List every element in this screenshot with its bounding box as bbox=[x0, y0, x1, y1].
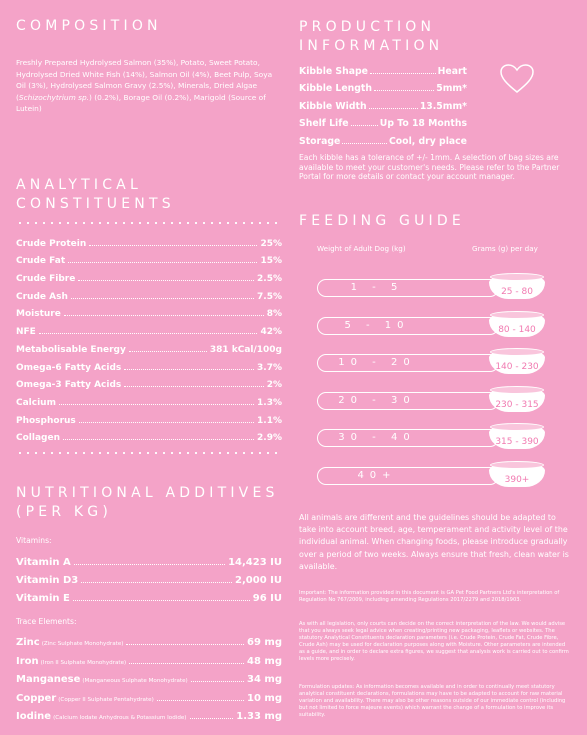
vitamin-row-leader bbox=[73, 600, 250, 601]
trace-row-label: Manganese bbox=[16, 674, 81, 686]
vitamin-row bbox=[16, 550, 282, 568]
production-row-leader bbox=[369, 108, 418, 109]
analytical-row bbox=[16, 373, 282, 391]
analytical-bottom-divider bbox=[16, 452, 282, 454]
analytical-row-leader bbox=[68, 262, 257, 263]
production-row bbox=[299, 59, 467, 77]
trace-row-label: Iodine bbox=[16, 710, 52, 722]
feeding-title: FEEDING GUIDE bbox=[299, 213, 465, 229]
analytical-row-leader bbox=[63, 439, 254, 440]
production-title: PRODUCTION INFORMATION bbox=[299, 19, 444, 54]
analytical-row-label: NFE bbox=[16, 327, 36, 338]
analytical-row-label: Omega-6 Fatty Acids bbox=[16, 362, 122, 373]
production-row-label: Storage bbox=[299, 135, 341, 147]
trace-row-compound: (Calcium Iodate Anhydrous & Potassium Iodide) bbox=[53, 714, 187, 721]
production-row-label: Kibble Shape bbox=[299, 65, 368, 77]
analytical-row bbox=[16, 249, 282, 267]
feeding-row bbox=[317, 386, 549, 420]
analytical-title: ANALYTICAL CONSTITUENTS bbox=[16, 177, 175, 212]
production-row-leader bbox=[351, 125, 378, 126]
analytical-row-leader bbox=[39, 333, 258, 334]
analytical-row-leader bbox=[129, 351, 207, 352]
analytical-row-value: 2% bbox=[266, 380, 282, 391]
analytical-row-value: 42% bbox=[260, 327, 282, 338]
vitamins-list bbox=[16, 550, 282, 604]
analytical-row-leader bbox=[124, 369, 254, 370]
bowl-rim bbox=[490, 423, 544, 431]
composition-text bbox=[16, 57, 284, 115]
bowl-rim bbox=[490, 386, 544, 394]
analytical-row bbox=[16, 302, 282, 320]
analytical-row bbox=[16, 319, 282, 337]
analytical-row-label: Omega-3 Fatty Acids bbox=[16, 380, 122, 391]
analytical-row bbox=[16, 426, 282, 444]
feeding-grams-heading: Grams (g) per day bbox=[472, 244, 538, 253]
feeding-row bbox=[317, 348, 549, 382]
composition-text-part1: Freshly Prepared Hydrolysed Salmon (35%), Potato, Sweet Potato, Hydrolysed Dried White Fish (14%), Salmon Oil (4%), Beet Pulp, Soya Oil (3%), Hydrolysed Salmon Gravy (2.5%), Minerals, Dried Algae ( bbox=[16, 58, 273, 102]
production-row bbox=[299, 94, 467, 112]
analytical-list bbox=[16, 231, 282, 443]
analytical-row-label: Crude Protein bbox=[16, 238, 87, 249]
important-note: Important: The information provided in this document is GA Pet Food Partners Ltd's interpretation of Regulation No 767/2009, including amending Regulations 2017/2279 and 2018/1903. bbox=[299, 590, 560, 603]
trace-row-label: Copper bbox=[16, 692, 57, 704]
trace-row-leader bbox=[126, 644, 244, 645]
analytical-row-leader bbox=[89, 245, 257, 246]
trace-row-compound: (Iron II Sulphate Monohydrate) bbox=[40, 659, 127, 666]
vitamin-row-leader bbox=[81, 582, 232, 583]
vitamins-heading: Vitamins: bbox=[16, 536, 52, 545]
feeding-row bbox=[317, 273, 549, 307]
production-row-value: 13.5mm* bbox=[419, 100, 467, 112]
production-row-value: Heart bbox=[437, 65, 467, 77]
weight-pill-label: 30 - 40 bbox=[338, 432, 416, 443]
bowl-grams-label: 80 - 140 bbox=[498, 324, 536, 335]
analytical-row bbox=[16, 390, 282, 408]
production-row-value: 5mm* bbox=[436, 83, 467, 95]
vitamin-row-label: Vitamin A bbox=[16, 557, 71, 568]
analytical-row-label: Phosphorus bbox=[16, 415, 76, 426]
production-row-leader bbox=[370, 73, 436, 74]
trace-row-label: Iron bbox=[16, 655, 39, 667]
analytical-row bbox=[16, 266, 282, 284]
bowl-grams-label: 25 - 80 bbox=[501, 287, 533, 297]
production-row-value: Up To 18 Months bbox=[379, 118, 467, 130]
analytical-row bbox=[16, 231, 282, 249]
trace-row-value: 34 mg bbox=[247, 674, 282, 686]
trace-row-leader bbox=[191, 681, 244, 682]
trace-row-leader bbox=[190, 718, 234, 719]
trace-row bbox=[16, 685, 282, 703]
trace-row bbox=[16, 648, 282, 666]
trace-row-compound: (Zinc Sulphate Monohydrate) bbox=[41, 641, 124, 648]
formulation-note: Formulation updates: As information becomes available and in order to continually meet statutory analytical constituent declarations, formulations may have to be adapted to account for raw material variation and availability. There may also be other reasons outside of our immediate control (including but not limited to force majeure events) which warrant the change of a formulation to improve its suitability. bbox=[299, 684, 566, 718]
analytical-row-label: Calcium bbox=[16, 397, 56, 408]
vitamin-row bbox=[16, 586, 282, 604]
analytical-row-value: 3.7% bbox=[257, 362, 282, 373]
analytical-row-leader bbox=[64, 315, 264, 316]
vitamin-row-label: Vitamin E bbox=[16, 593, 70, 604]
analytical-row-value: 7.5% bbox=[257, 291, 282, 302]
trace-row-value: 69 mg bbox=[247, 637, 282, 649]
trace-row-leader bbox=[129, 663, 244, 664]
production-row bbox=[299, 77, 467, 95]
production-row bbox=[299, 112, 467, 130]
trace-row bbox=[16, 667, 282, 685]
feeding-note: All animals are different and the guidelines should be adapted to take into account breed, age, temperament and activity level of the individual animal. When changing foods, please introduce gradually over a period of two weeks. Always ensure that fresh, clean water is available. bbox=[299, 513, 569, 571]
production-row-label: Shelf Life bbox=[299, 118, 349, 130]
production-note: Each kibble has a tolerance of +/- 1mm. A selection of bag sizes are available to meet your customer's needs. Please refer to the Partner Portal for more details or contact your account manager. bbox=[299, 153, 560, 182]
analytical-row-label: Moisture bbox=[16, 309, 61, 320]
analytical-row-label: Crude Fibre bbox=[16, 274, 76, 285]
trace-row-compound: (Copper II Sulphate Pentahydrate) bbox=[58, 696, 154, 703]
analytical-row bbox=[16, 337, 282, 355]
weight-pill-label: 1 - 5 bbox=[350, 282, 404, 293]
trace-row-value: 1.33 mg bbox=[236, 710, 282, 722]
analytical-row bbox=[16, 284, 282, 302]
production-row bbox=[299, 129, 467, 147]
production-list bbox=[299, 59, 467, 147]
analytical-row-value: 2.5% bbox=[257, 274, 282, 285]
composition-text-part2: ) (0.2%), Borage Oil (0.2%), Marigold (Source of Lutein) bbox=[16, 92, 266, 114]
bowl-grams-label: 140 - 230 bbox=[495, 362, 539, 372]
bowl-grams-label: 390+ bbox=[504, 474, 530, 485]
analytical-row-leader bbox=[79, 422, 254, 423]
legislation-note: As with all legislation, only courts can decide on the correct interpretation of the law. We would advise that you always seek legal advice when creating/printing new packaging, leaflets or websites. The statutory Analytical Constituents declaration parameters (i.e. Crude Protein, Crude Fat, Crude Fibre, Crude Ash) may be used for declaration purposes along with Moisture. Other parameters are intended as a guide, and in order to declare extra figures, we suggest that analysis work is carried out to confirm levels more precisely. bbox=[299, 621, 569, 662]
analytical-row-label: Metabolisable Energy bbox=[16, 344, 126, 355]
trace-row-leader bbox=[157, 700, 244, 701]
analytical-row-value: 1.1% bbox=[257, 415, 282, 426]
trace-row-compound: (Manganeous Sulphate Monohydrate) bbox=[82, 678, 188, 685]
bowl-rim bbox=[490, 348, 544, 356]
analytical-row bbox=[16, 355, 282, 373]
production-row-leader bbox=[374, 90, 434, 91]
analytical-row-value: 8% bbox=[266, 309, 282, 320]
analytical-row bbox=[16, 408, 282, 426]
analytical-row-value: 15% bbox=[260, 256, 282, 267]
vitamin-row-leader bbox=[74, 564, 225, 565]
feeding-weight-heading: Weight of Adult Dog (kg) bbox=[317, 244, 406, 253]
feeding-row bbox=[317, 423, 549, 457]
trace-row-value: 10 mg bbox=[247, 692, 282, 704]
weight-pill-label: 10 - 20 bbox=[338, 357, 416, 368]
analytical-row-label: Crude Fat bbox=[16, 256, 66, 267]
trace-row-value: 48 mg bbox=[247, 655, 282, 667]
vitamin-row bbox=[16, 568, 282, 586]
production-row-leader bbox=[342, 143, 387, 144]
analytical-row-value: 381 kCal/100g bbox=[209, 344, 282, 355]
trace-row-label: Zinc bbox=[16, 637, 40, 649]
bowl-rim bbox=[490, 311, 544, 319]
analytical-row-leader bbox=[124, 386, 263, 387]
heart-outline-icon bbox=[499, 63, 535, 95]
composition-title: COMPOSITION bbox=[16, 18, 162, 34]
weight-pill-label: 40+ bbox=[357, 469, 397, 481]
analytical-row-leader bbox=[59, 404, 254, 405]
trace-list bbox=[16, 630, 282, 722]
analytical-row-label: Collagen bbox=[16, 433, 60, 444]
production-row-value: Cool, dry place bbox=[388, 135, 467, 147]
trace-row bbox=[16, 704, 282, 722]
analytical-row-label: Crude Ash bbox=[16, 291, 68, 302]
composition-text-italic: Schizochytrium sp. bbox=[18, 92, 90, 102]
analytical-row-value: 2.9% bbox=[257, 433, 282, 444]
feeding-row bbox=[317, 311, 549, 345]
bowl-rim bbox=[490, 461, 544, 469]
vitamin-row-value: 96 IU bbox=[252, 593, 282, 604]
weight-pill-label: 5 - 10 bbox=[344, 319, 410, 331]
vitamin-row-label: Vitamin D3 bbox=[16, 575, 79, 586]
analytical-row-value: 1.3% bbox=[257, 397, 282, 408]
bowl-grams-label: 230 - 315 bbox=[495, 399, 539, 410]
analytical-row-leader bbox=[71, 298, 254, 299]
analytical-row-leader bbox=[78, 280, 254, 281]
bowl-grams-label: 315 - 390 bbox=[495, 437, 539, 447]
vitamin-row-value: 14,423 IU bbox=[228, 557, 282, 568]
nutritional-title: NUTRITIONAL ADDITIVES (PER KG) bbox=[16, 485, 279, 520]
vitamin-row-value: 2,000 IU bbox=[235, 575, 282, 586]
feeding-row bbox=[317, 461, 549, 495]
analytical-top-divider bbox=[16, 222, 282, 224]
weight-pill-label: 20 - 30 bbox=[338, 394, 416, 406]
production-row-label: Kibble Width bbox=[299, 100, 367, 112]
production-row-label: Kibble Length bbox=[299, 83, 372, 95]
bowl-rim bbox=[490, 273, 544, 281]
trace-row bbox=[16, 630, 282, 648]
analytical-row-value: 25% bbox=[260, 238, 282, 249]
trace-heading: Trace Elements: bbox=[16, 617, 77, 626]
